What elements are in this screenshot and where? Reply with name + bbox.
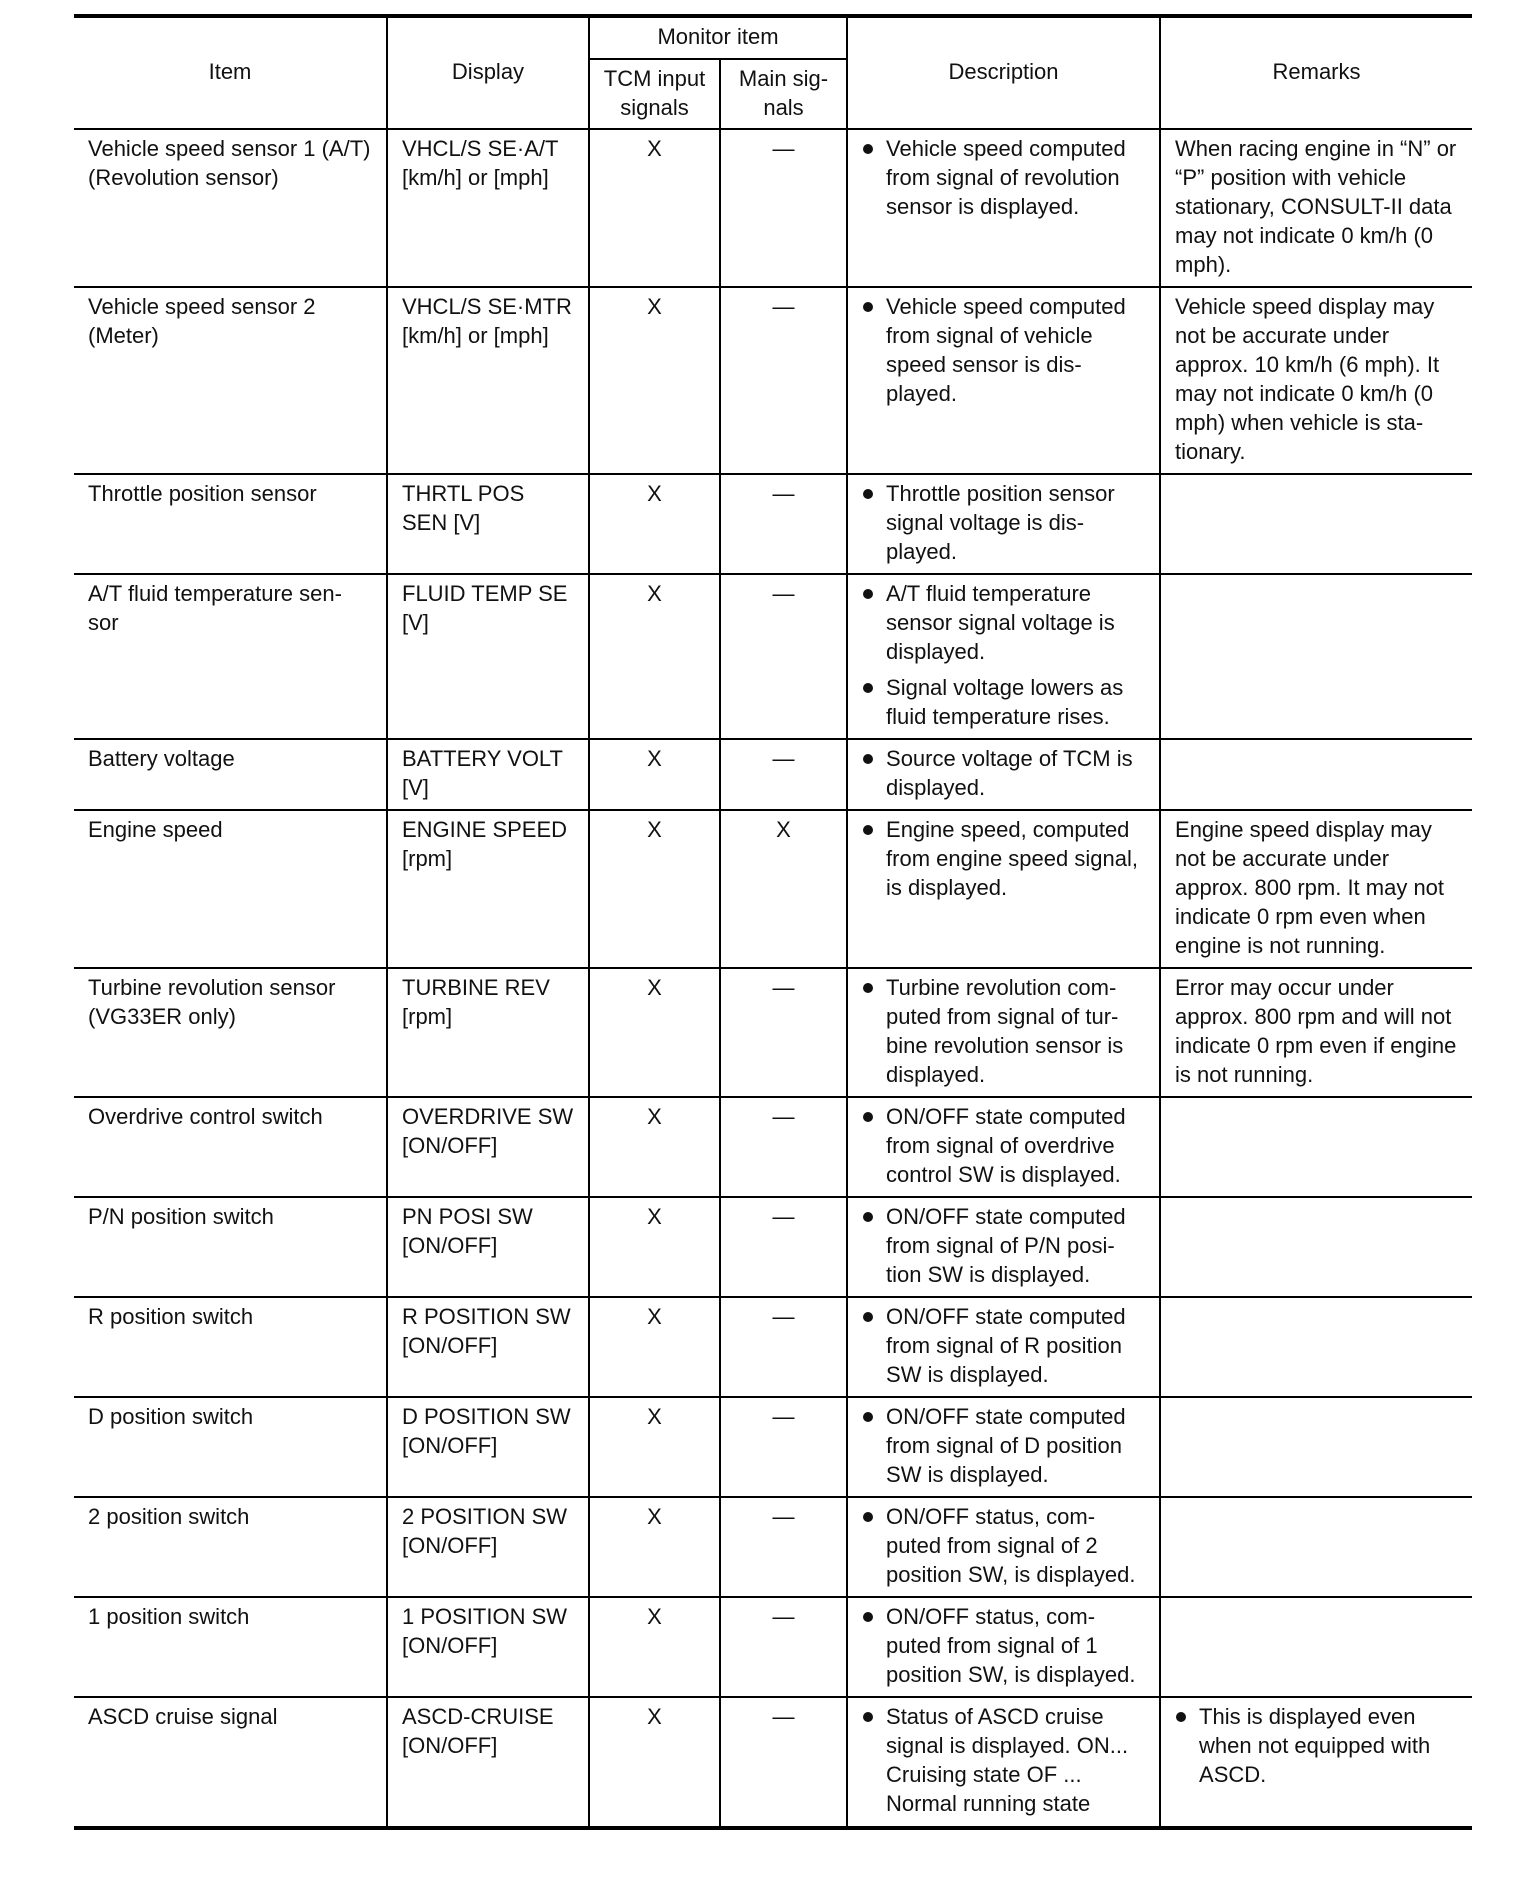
header-item: Item: [74, 16, 387, 129]
cell-description: [847, 1597, 1160, 1697]
table-row: [74, 1497, 1472, 1597]
cell-tcm-input: X: [589, 810, 720, 968]
header-monitor-item: Monitor item: [589, 16, 847, 59]
description-bullet: Signal voltage lowers as fluid temperature rises.: [862, 673, 1145, 731]
cell-item: Vehicle speed sensor 2 (Meter): [74, 287, 387, 474]
cell-main-signal: —: [720, 1097, 847, 1197]
cell-main-signal: —: [720, 1697, 847, 1828]
description-list: [862, 1102, 1145, 1189]
cell-main-signal: —: [720, 287, 847, 474]
description-bullet: ON/OFF state computed from signal of overdrive control SW is displayed.: [862, 1102, 1145, 1189]
description-bullet: Engine speed, computed from engine speed signal, is displayed.: [862, 815, 1145, 902]
cell-description: [847, 287, 1160, 474]
table-row: [74, 1297, 1472, 1397]
table-row: [74, 574, 1472, 739]
cell-display: PN POSI SW [ON/OFF]: [387, 1197, 589, 1297]
cell-remarks: [1160, 1697, 1472, 1828]
description-list: [862, 1702, 1145, 1818]
description-bullet: ON/OFF status, com-puted from signal of 1 position SW, is displayed.: [862, 1602, 1145, 1689]
header-remarks: Remarks: [1160, 16, 1472, 129]
cell-remarks: [1160, 1197, 1472, 1297]
header-display: Display: [387, 16, 589, 129]
cell-display: TURBINE REV [rpm]: [387, 968, 589, 1097]
cell-item: Vehicle speed sensor 1 (A/T) (Revolution sensor): [74, 129, 387, 287]
cell-item: ASCD cruise signal: [74, 1697, 387, 1828]
cell-tcm-input: X: [589, 1097, 720, 1197]
header-row: [74, 16, 1472, 59]
cell-display: BATTERY VOLT [V]: [387, 739, 589, 810]
cell-main-signal: —: [720, 1397, 847, 1497]
cell-tcm-input: X: [589, 1697, 720, 1828]
table-row: [74, 1397, 1472, 1497]
cell-item: R position switch: [74, 1297, 387, 1397]
cell-display: D POSITION SW [ON/OFF]: [387, 1397, 589, 1497]
cell-tcm-input: X: [589, 1297, 720, 1397]
cell-item: Overdrive control switch: [74, 1097, 387, 1197]
cell-item: 1 position switch: [74, 1597, 387, 1697]
header-description: Description: [847, 16, 1160, 129]
description-list: [862, 1202, 1145, 1289]
data-monitor-table: [74, 14, 1472, 1830]
cell-description: [847, 1697, 1160, 1828]
cell-main-signal: —: [720, 1597, 847, 1697]
cell-remarks: [1160, 1297, 1472, 1397]
description-list: [862, 134, 1145, 221]
description-list: [862, 1302, 1145, 1389]
description-list: [862, 744, 1145, 802]
cell-main-signal: —: [720, 1197, 847, 1297]
description-bullet: Vehicle speed computed from signal of vehicle speed sensor is dis-played.: [862, 292, 1145, 408]
description-bullet: ON/OFF state computed from signal of R position SW is displayed.: [862, 1302, 1145, 1389]
table-row: [74, 810, 1472, 968]
cell-description: [847, 810, 1160, 968]
cell-tcm-input: X: [589, 1597, 720, 1697]
cell-tcm-input: X: [589, 129, 720, 287]
cell-remarks: Engine speed display may not be accurate under approx. 800 rpm. It may not indicate 0 rpm even when engine is not running.: [1160, 810, 1472, 968]
table-row: [74, 1697, 1472, 1828]
cell-item: Engine speed: [74, 810, 387, 968]
cell-remarks: Error may occur under approx. 800 rpm and will not indicate 0 rpm even if engine is not running.: [1160, 968, 1472, 1097]
cell-tcm-input: X: [589, 1397, 720, 1497]
description-bullet: Throttle position sensor signal voltage is dis-played.: [862, 479, 1145, 566]
cell-remarks: [1160, 1397, 1472, 1497]
header-main-signals: Main sig-nals: [720, 59, 847, 129]
description-list: [862, 479, 1145, 566]
table-row: [74, 1197, 1472, 1297]
cell-display: ASCD-CRUISE [ON/OFF]: [387, 1697, 589, 1828]
description-bullet: ON/OFF status, com-puted from signal of 2 position SW, is displayed.: [862, 1502, 1145, 1589]
cell-main-signal: —: [720, 574, 847, 739]
table-row: [74, 129, 1472, 287]
cell-description: [847, 574, 1160, 739]
cell-remarks: [1160, 1097, 1472, 1197]
description-bullet: Turbine revolution com-puted from signal of tur-bine revolution sensor is displayed.: [862, 973, 1145, 1089]
cell-item: P/N position switch: [74, 1197, 387, 1297]
cell-description: [847, 1297, 1160, 1397]
description-list: [862, 1402, 1145, 1489]
cell-description: [847, 968, 1160, 1097]
cell-description: [847, 129, 1160, 287]
description-list: [862, 1602, 1145, 1689]
cell-tcm-input: X: [589, 574, 720, 739]
cell-display: ENGINE SPEED [rpm]: [387, 810, 589, 968]
cell-item: D position switch: [74, 1397, 387, 1497]
description-bullet: A/T fluid temperature sensor signal voltage is displayed.: [862, 579, 1145, 666]
description-list: [862, 579, 1145, 731]
cell-tcm-input: X: [589, 739, 720, 810]
cell-description: [847, 739, 1160, 810]
table-row: [74, 287, 1472, 474]
cell-remarks: [1160, 574, 1472, 739]
cell-description: [847, 1097, 1160, 1197]
cell-item: A/T fluid temperature sen-sor: [74, 574, 387, 739]
cell-remarks: Vehicle speed display may not be accurate under approx. 10 km/h (6 mph). It may not indicate 0 km/h (0 mph) when vehicle is sta-tionary.: [1160, 287, 1472, 474]
cell-tcm-input: X: [589, 1197, 720, 1297]
table-row: [74, 739, 1472, 810]
cell-description: [847, 1397, 1160, 1497]
description-list: [862, 1502, 1145, 1589]
cell-description: [847, 474, 1160, 574]
cell-tcm-input: X: [589, 1497, 720, 1597]
cell-item: Battery voltage: [74, 739, 387, 810]
description-list: [862, 973, 1145, 1089]
cell-main-signal: X: [720, 810, 847, 968]
cell-remarks: [1160, 739, 1472, 810]
cell-display: VHCL/S SE·A/T [km/h] or [mph]: [387, 129, 589, 287]
description-bullet: Vehicle speed computed from signal of revolution sensor is displayed.: [862, 134, 1145, 221]
cell-display: 1 POSITION SW [ON/OFF]: [387, 1597, 589, 1697]
description-bullet: Status of ASCD cruise signal is displayed. ON... Cruising state OF ... Normal running state: [862, 1702, 1145, 1818]
cell-remarks: [1160, 1597, 1472, 1697]
cell-display: THRTL POS SEN [V]: [387, 474, 589, 574]
cell-tcm-input: X: [589, 968, 720, 1097]
cell-display: R POSITION SW [ON/OFF]: [387, 1297, 589, 1397]
cell-main-signal: —: [720, 129, 847, 287]
cell-main-signal: —: [720, 1297, 847, 1397]
cell-description: [847, 1197, 1160, 1297]
cell-display: VHCL/S SE·MTR [km/h] or [mph]: [387, 287, 589, 474]
cell-tcm-input: X: [589, 287, 720, 474]
cell-main-signal: —: [720, 1497, 847, 1597]
table-row: [74, 968, 1472, 1097]
remarks-list: [1175, 1702, 1458, 1789]
cell-item: Turbine revolution sensor (VG33ER only): [74, 968, 387, 1097]
table-row: [74, 1597, 1472, 1697]
description-list: [862, 815, 1145, 902]
cell-item: 2 position switch: [74, 1497, 387, 1597]
cell-display: 2 POSITION SW [ON/OFF]: [387, 1497, 589, 1597]
description-list: [862, 292, 1145, 408]
cell-remarks: [1160, 474, 1472, 574]
cell-main-signal: —: [720, 968, 847, 1097]
cell-main-signal: —: [720, 474, 847, 574]
table-row: [74, 1097, 1472, 1197]
description-bullet: ON/OFF state computed from signal of P/N posi-tion SW is displayed.: [862, 1202, 1145, 1289]
cell-description: [847, 1497, 1160, 1597]
table-row: [74, 474, 1472, 574]
header-tcm-input: TCM input signals: [589, 59, 720, 129]
remarks-bullet: This is displayed even when not equipped with ASCD.: [1175, 1702, 1458, 1789]
cell-main-signal: —: [720, 739, 847, 810]
cell-display: FLUID TEMP SE [V]: [387, 574, 589, 739]
cell-display: OVERDRIVE SW [ON/OFF]: [387, 1097, 589, 1197]
description-bullet: ON/OFF state computed from signal of D position SW is displayed.: [862, 1402, 1145, 1489]
cell-remarks: [1160, 1497, 1472, 1597]
cell-remarks: When racing engine in “N” or “P” position with vehicle stationary, CONSULT-II data may not indicate 0 km/h (0 mph).: [1160, 129, 1472, 287]
cell-tcm-input: X: [589, 474, 720, 574]
description-bullet: Source voltage of TCM is displayed.: [862, 744, 1145, 802]
cell-item: Throttle position sensor: [74, 474, 387, 574]
